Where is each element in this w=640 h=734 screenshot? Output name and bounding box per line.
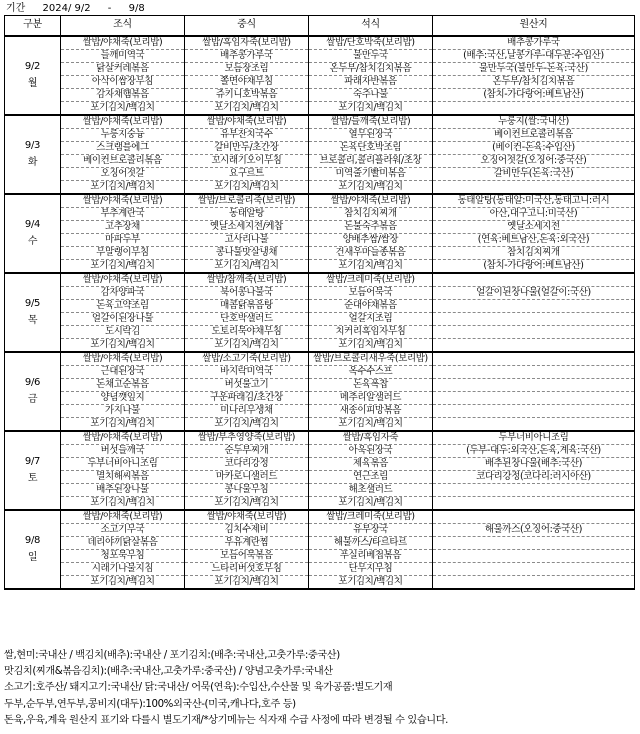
table-row (5, 523, 635, 536)
dinner-cell: 쌀밥/야채죽(보리밥) (309, 194, 433, 208)
lunch-cell: 우유계란찜 (185, 536, 309, 549)
origin-cell (433, 562, 635, 575)
table-row (5, 299, 635, 312)
breakfast-cell: 들깨미역국 (61, 49, 185, 62)
header-dinner: 석식 (309, 16, 433, 36)
origin-cell (433, 352, 635, 366)
dinner-cell: 해초샐러드 (309, 483, 433, 496)
breakfast-cell: 포기김치/백김치 (61, 496, 185, 510)
breakfast-cell: 소고기무국 (61, 523, 185, 536)
table-row (5, 562, 635, 575)
breakfast-cell: 닭살커레볶음 (61, 62, 185, 75)
day-date: 9/2 (24, 61, 41, 72)
breakfast-cell: 포기김치/백김치 (61, 101, 185, 115)
origin-notes (4, 648, 638, 729)
menu-body (5, 36, 635, 589)
breakfast-cell: 포기김치/백김치 (61, 338, 185, 352)
origin-cell (433, 549, 635, 562)
origin-cell: 얼갈이된장나물(얼갈이:국산) (433, 286, 635, 299)
table-row (5, 312, 635, 325)
breakfast-cell: 쌀밥/야채죽(보리밥) (61, 36, 185, 50)
lunch-cell: 갈비만두/초간장 (185, 141, 309, 154)
table-row (5, 88, 635, 101)
weekly-menu-table (4, 15, 635, 590)
lunch-cell: 포기김치/백김치 (185, 575, 309, 589)
breakfast-cell: 얼갈이된장나물 (61, 312, 185, 325)
table-row (5, 536, 635, 549)
lunch-cell: 미나리무생채 (185, 404, 309, 417)
origin-cell: 누룽지(쌀:국내산) (433, 115, 635, 129)
table-row (5, 167, 635, 180)
origin-cell: 코다리강정(코다리:러시아산) (433, 470, 635, 483)
origin-cell: 옛날소세지전 (433, 220, 635, 233)
table-row (5, 180, 635, 194)
origin-cell (433, 101, 635, 115)
table-row (5, 36, 635, 50)
dinner-cell: 브로콜리,콜리플라워/초장 (309, 154, 433, 167)
day-date: 9/4 (24, 219, 41, 230)
header-breakfast: 조식 (61, 16, 185, 36)
table-row (5, 549, 635, 562)
dinner-cell: 포기김치/백김치 (309, 180, 433, 194)
origin-cell: 온두부/참치김치볶음 (433, 75, 635, 88)
lunch-cell: 옛날소세지전/케찹 (185, 220, 309, 233)
origin-cell (433, 378, 635, 391)
note-line: 맛김치(찌개&볶음김치):(배추:국내산,고춧가루:중국산) / 양념고춧가루:국내산 (4, 666, 333, 678)
table-row (5, 246, 635, 259)
lunch-cell: 쥬키니호박볶음 (185, 88, 309, 101)
breakfast-cell: 쌀밥/야채죽(보리밥) (61, 115, 185, 129)
table-row (5, 378, 635, 391)
table-row (5, 457, 635, 470)
day-weekday: 수 (27, 236, 38, 247)
breakfast-cell: 감자채햄볶음 (61, 88, 185, 101)
period-end: 9/8 (128, 3, 145, 14)
breakfast-cell: 포기김치/백김치 (61, 180, 185, 194)
table-row (5, 220, 635, 233)
dinner-cell: 옥수수스프 (309, 365, 433, 378)
breakfast-cell: 데리야끼닭살볶음 (61, 536, 185, 549)
day-cell (5, 273, 61, 352)
lunch-cell: 바지락미역국 (185, 365, 309, 378)
dinner-cell: 쌀밥/들깨죽(보리밥) (309, 115, 433, 129)
lunch-cell: 고사리나물 (185, 233, 309, 246)
lunch-cell: 도토리묵야채무침 (185, 325, 309, 338)
day-weekday: 화 (27, 157, 38, 168)
dinner-cell: 연근조림 (309, 470, 433, 483)
breakfast-cell: 부추계란국 (61, 207, 185, 220)
lunch-cell: 유부잔치국수 (185, 128, 309, 141)
breakfast-cell: 포기김치/백김치 (61, 259, 185, 273)
day-weekday: 목 (27, 315, 38, 326)
breakfast-cell: 쌀밥/야채죽(보리밥) (61, 431, 185, 445)
lunch-cell: 콩나물맛살냉채 (185, 246, 309, 259)
dinner-cell: 치커리흑임자무침 (309, 325, 433, 338)
period-label: 기간 (6, 3, 26, 14)
table-row (5, 338, 635, 352)
dinner-cell: 돈불숙주볶음 (309, 220, 433, 233)
dinner-cell: 숙주나물 (309, 88, 433, 101)
breakfast-cell: 베이컨브로콜리볶음 (61, 154, 185, 167)
period-start: 2024/ 9/2 (42, 3, 91, 14)
menu-period (6, 2, 159, 15)
table-row (5, 404, 635, 417)
lunch-cell: 포기김치/백김치 (185, 180, 309, 194)
origin-cell (433, 510, 635, 524)
day-cell (5, 352, 61, 431)
dinner-cell: 포기김치/백김치 (309, 338, 433, 352)
dinner-cell: 열무된장국 (309, 128, 433, 141)
breakfast-cell: 버섯들깨국 (61, 444, 185, 457)
dinner-cell: 모듬어묵국 (309, 286, 433, 299)
table-row (5, 365, 635, 378)
origin-cell (433, 483, 635, 496)
dinner-cell: 쌀밥/크레미죽(보리밥) (309, 273, 433, 287)
origin-cell: 해물까스(오징어:중국산) (433, 523, 635, 536)
lunch-cell: 포기김치/백김치 (185, 259, 309, 273)
dinner-cell: 순대야채볶음 (309, 299, 433, 312)
dinner-cell: 단무지무침 (309, 562, 433, 575)
header-origin: 원산지 (433, 16, 635, 36)
lunch-cell: 마카로니샐러드 (185, 470, 309, 483)
lunch-cell: 단호박샐러드 (185, 312, 309, 325)
breakfast-cell: 마파두부 (61, 233, 185, 246)
breakfast-cell: 감자양파국 (61, 286, 185, 299)
dinner-cell: 유부장국 (309, 523, 433, 536)
dinner-cell: 양배추쌈/쌈장 (309, 233, 433, 246)
origin-cell: (두부-대두:외국산,돈육,계육:국산) (433, 444, 635, 457)
dinner-cell: 쌀밥/단호박죽(보리밥) (309, 36, 433, 50)
table-row (5, 431, 635, 445)
breakfast-cell: 누룽지숭늉 (61, 128, 185, 141)
origin-cell (433, 536, 635, 549)
origin-cell: (참치-가다랑어:베트남산) (433, 259, 635, 273)
table-row (5, 391, 635, 404)
dinner-cell: 포기김치/백김치 (309, 417, 433, 431)
table-row (5, 128, 635, 141)
table-row (5, 62, 635, 75)
day-weekday: 금 (27, 394, 38, 405)
breakfast-cell: 쌀밥/야채죽(보리밥) (61, 352, 185, 366)
day-cell (5, 510, 61, 589)
origin-cell (433, 312, 635, 325)
table-row (5, 49, 635, 62)
lunch-cell: 포기김치/백김치 (185, 101, 309, 115)
breakfast-cell: 도시락김 (61, 325, 185, 338)
day-date: 9/5 (24, 298, 41, 309)
lunch-cell: 꼬시래기오이무침 (185, 154, 309, 167)
breakfast-cell: 쌀밥/야채죽(보리밥) (61, 273, 185, 287)
table-row (5, 352, 635, 366)
dinner-cell: 포기김치/백김치 (309, 575, 433, 589)
dinner-cell: 미역줄기빨미볶음 (309, 167, 433, 180)
day-weekday: 일 (27, 552, 38, 563)
table-row (5, 325, 635, 338)
note-line: 돈육,우육,계육 원산지 표기와 다를시 별도기재/*상기메뉴는 식자재 수급 사정에 따라 변경될 수 있습니다. (4, 714, 448, 726)
lunch-cell: 쌀밥/브로콜리죽(보리밥) (185, 194, 309, 208)
breakfast-cell: 스크램블에그 (61, 141, 185, 154)
dinner-cell: 포기김치/백김치 (309, 101, 433, 115)
dinner-cell: 메추리알샐러드 (309, 391, 433, 404)
table-row (5, 154, 635, 167)
table-row (5, 286, 635, 299)
day-date: 9/7 (24, 456, 41, 467)
lunch-cell: 코다리강정 (185, 457, 309, 470)
lunch-cell: 포기김치/백김치 (185, 338, 309, 352)
breakfast-cell: 돈채고순볶음 (61, 378, 185, 391)
dinner-cell: 쌀밥/크레미죽(보리밥) (309, 510, 433, 524)
note-line: 두부,순두부,연두부,콩비지(대두):100%외국산-(미국,캐나다,호주 등) (4, 698, 296, 710)
origin-cell (433, 273, 635, 287)
breakfast-cell: 배추된장나물 (61, 483, 185, 496)
lunch-cell: 쌀밥/소고기죽(보리밥) (185, 352, 309, 366)
breakfast-cell: 멸치해씨볶음 (61, 470, 185, 483)
lunch-cell: 김치수제비 (185, 523, 309, 536)
table-row (5, 194, 635, 208)
dinner-cell: 돈육단호박조림 (309, 141, 433, 154)
origin-cell: (참치-가다랑어:베트남산) (433, 88, 635, 101)
lunch-cell: 쌀밥/참깨죽(보리밥) (185, 273, 309, 287)
breakfast-cell: 포기김치/백김치 (61, 417, 185, 431)
origin-cell (433, 325, 635, 338)
lunch-cell: 쌀밥/야채죽(보리밥) (185, 510, 309, 524)
table-row (5, 101, 635, 115)
day-cell (5, 115, 61, 194)
day-weekday: 토 (27, 473, 38, 484)
table-row (5, 273, 635, 287)
table-row (5, 259, 635, 273)
lunch-cell: 동태알탕 (185, 207, 309, 220)
dinner-cell: 제육볶음 (309, 457, 433, 470)
origin-cell (433, 496, 635, 510)
dinner-cell: 쌀밥/브로콜리새우죽(보리밥) (309, 352, 433, 366)
day-date: 9/3 (24, 140, 41, 151)
lunch-cell: 모듬어묵볶음 (185, 549, 309, 562)
breakfast-cell: 아삭이쌈장무침 (61, 75, 185, 88)
table-header-row (5, 16, 635, 36)
lunch-cell: 포기김치/백김치 (185, 417, 309, 431)
origin-cell: 베이컨브로콜리볶음 (433, 128, 635, 141)
table-row (5, 75, 635, 88)
table-row (5, 141, 635, 154)
table-row (5, 115, 635, 129)
origin-cell: 참치김치찌개 (433, 246, 635, 259)
table-row (5, 444, 635, 457)
origin-cell (433, 417, 635, 431)
dinner-cell: 온두부/참치김치볶음 (309, 62, 433, 75)
table-row (5, 575, 635, 589)
table-row (5, 417, 635, 431)
breakfast-cell: 두부너비아니조림 (61, 457, 185, 470)
table-row (5, 233, 635, 246)
dinner-cell: 새송이피망볶음 (309, 404, 433, 417)
dinner-cell: 돈육폭찹 (309, 378, 433, 391)
lunch-cell: 모듬장조림 (185, 62, 309, 75)
dinner-cell: 푸실리베첩볶음 (309, 549, 433, 562)
dinner-cell: 쌀밥/흑임자죽 (309, 431, 433, 445)
note-line: 소고기:호주산/ 돼지고기:국내산/ 닭:국내산/ 어묵(연육):수입산,수산물 및 육가공품:별도기재 (4, 682, 393, 694)
period-dash: - (107, 3, 112, 14)
day-cell (5, 431, 61, 510)
breakfast-cell: 양념깻잎지 (61, 391, 185, 404)
lunch-cell: 포기김치/백김치 (185, 496, 309, 510)
day-cell (5, 194, 61, 273)
lunch-cell: 콩나물무침 (185, 483, 309, 496)
breakfast-cell: 오징어젓갈 (61, 167, 185, 180)
header-day: 구분 (5, 16, 61, 36)
breakfast-cell: 근대된장국 (61, 365, 185, 378)
lunch-cell: 매콤닭볶음탕 (185, 299, 309, 312)
table-row (5, 483, 635, 496)
origin-cell: 오징어젓갈(오징어:중국산) (433, 154, 635, 167)
origin-cell: 배추콩가루국 (433, 36, 635, 50)
lunch-cell: 쌀밥/야채죽(보리밥) (185, 115, 309, 129)
lunch-cell: 북어콩나물국 (185, 286, 309, 299)
dinner-cell: 아욱된장국 (309, 444, 433, 457)
breakfast-cell: 가지나물 (61, 404, 185, 417)
origin-cell (433, 299, 635, 312)
lunch-cell: 버섯불고기 (185, 378, 309, 391)
dinner-cell: 포기김치/백김치 (309, 259, 433, 273)
dinner-cell: 얼갈지조림 (309, 312, 433, 325)
breakfast-cell: 포기김치/백김치 (61, 575, 185, 589)
origin-cell: 배추된장나물(배추:국산) (433, 457, 635, 470)
origin-cell (433, 575, 635, 589)
header-lunch: 중식 (185, 16, 309, 36)
table-row (5, 470, 635, 483)
origin-cell: (배추:국산,날콩가루-대두분:수입산) (433, 49, 635, 62)
origin-cell: 아산,대구고니:미국산) (433, 207, 635, 220)
origin-cell: 동태알탕(동태알:미국산,동태고니:러시 (433, 194, 635, 208)
table-row (5, 510, 635, 524)
dinner-cell: 해물까스/타르타르 (309, 536, 433, 549)
day-date: 9/8 (24, 535, 41, 546)
note-line: 쌀,현미:국내산 / 백김치(배추):국내산 / 포기김치:(배추:국내산,고춧가루:중국산) (4, 650, 340, 661)
breakfast-cell: 무말랭이무침 (61, 246, 185, 259)
lunch-cell: 쌀밥/부추영양죽(보리밥) (185, 431, 309, 445)
dinner-cell: 포기김치/백김치 (309, 496, 433, 510)
lunch-cell: 쌀밥/흑임자죽(보리밥) (185, 36, 309, 50)
origin-cell (433, 404, 635, 417)
table-row (5, 496, 635, 510)
origin-cell (433, 180, 635, 194)
lunch-cell: 순두부찌개 (185, 444, 309, 457)
origin-cell: (연육:베트남산,돈육:외국산) (433, 233, 635, 246)
breakfast-cell: 쌀밥/야채죽(보리밥) (61, 194, 185, 208)
origin-cell: (베이컨-돈육:수입산) (433, 141, 635, 154)
lunch-cell: 배추콩가루국 (185, 49, 309, 62)
lunch-cell: 구운파래김/초간장 (185, 391, 309, 404)
origin-cell: 물만두국(물만두-돈육:국산) (433, 62, 635, 75)
dinner-cell: 파래자반볶음 (309, 75, 433, 88)
origin-cell: 두부너비아니조림 (433, 431, 635, 445)
day-cell (5, 36, 61, 115)
breakfast-cell: 돈육고약조림 (61, 299, 185, 312)
origin-cell: 갈비만두(돈육:국산) (433, 167, 635, 180)
dinner-cell: 물만두국 (309, 49, 433, 62)
table-row (5, 207, 635, 220)
lunch-cell: 쫄면야채무침 (185, 75, 309, 88)
lunch-cell: 요구르트 (185, 167, 309, 180)
origin-cell (433, 391, 635, 404)
day-weekday: 월 (27, 78, 38, 89)
dinner-cell: 건새우마늘종볶음 (309, 246, 433, 259)
breakfast-cell: 시래기나물지짐 (61, 562, 185, 575)
breakfast-cell: 청포묵무침 (61, 549, 185, 562)
breakfast-cell: 고추장채 (61, 220, 185, 233)
lunch-cell: 느타리버섯호무침 (185, 562, 309, 575)
breakfast-cell: 쌀밥/야채죽(보리밥) (61, 510, 185, 524)
origin-cell (433, 338, 635, 352)
day-date: 9/6 (24, 377, 41, 388)
origin-cell (433, 365, 635, 378)
dinner-cell: 참치김치찌개 (309, 207, 433, 220)
